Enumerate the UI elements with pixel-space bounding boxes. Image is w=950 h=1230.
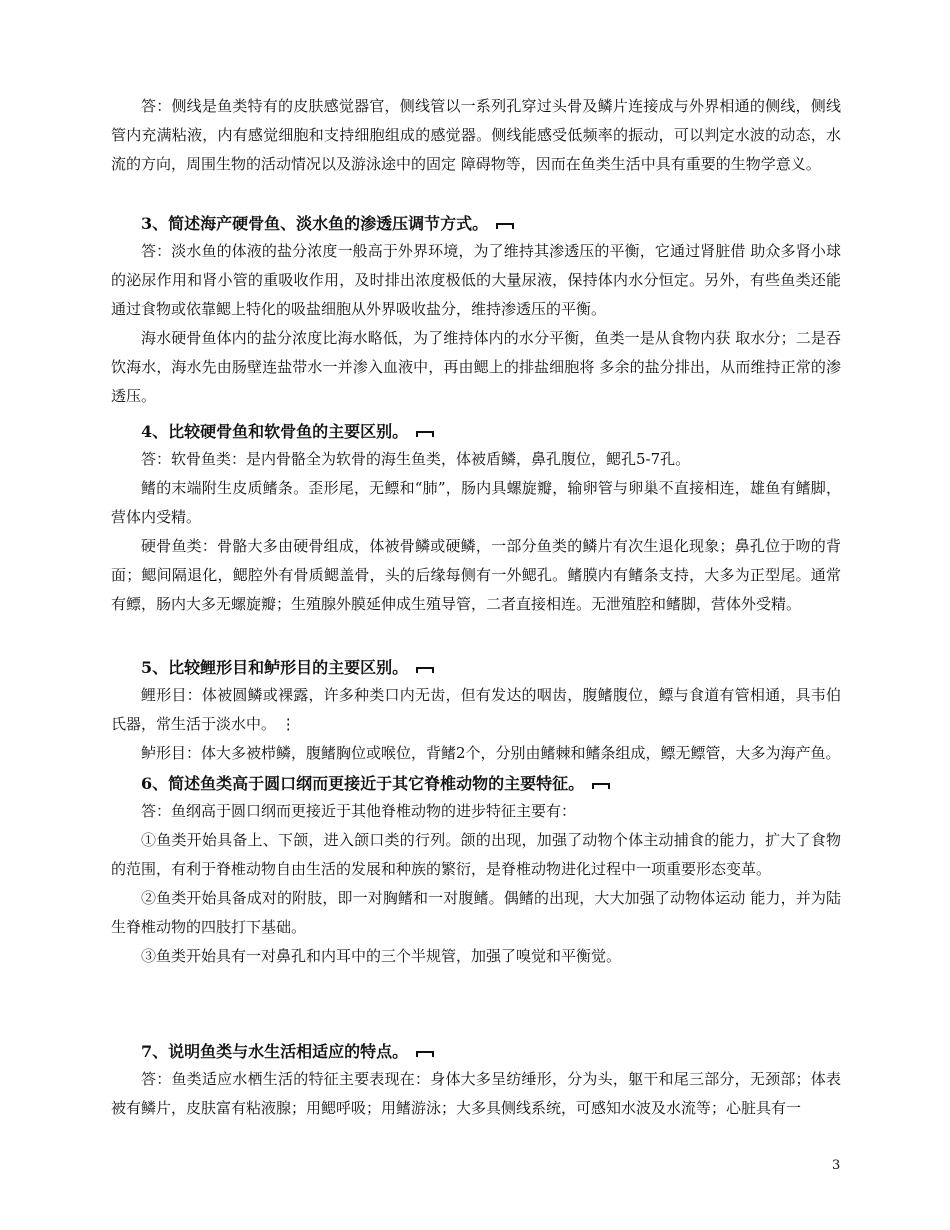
page-number: 3 bbox=[832, 1158, 841, 1173]
answer-paragraph-nostrils: ③鱼类开始具有一对鼻孔和内耳中的三个半规管，加强了嗅觉和平衡觉。 bbox=[141, 947, 622, 965]
answer-paragraph-fin-rays: 鳍的末端附生皮质鳍条。歪形尾，无鳔和“肺”，肠内具螺旋瓣，输卵管与卵巢不直接相连，雄鱼有鳍脚，营体内受精。 bbox=[111, 479, 841, 526]
question-heading-6: 6、简述鱼类高于圆口纲而更接近于其它脊椎动物的主要特征。 bbox=[141, 771, 610, 797]
question-heading-3: 3、简述海产硬骨鱼、淡水鱼的渗透压调节方式。 bbox=[141, 211, 514, 237]
question-heading-5: 5、比较鲤形目和鲈形目的主要区别。 bbox=[141, 655, 434, 681]
edit-mark-icon bbox=[416, 664, 434, 674]
answer-paragraph-perciformes: 鲈形目：体大多被栉鳞，腹鳍胸位或喉位，背鳍2个，分别由鳍棘和鳍条组成，鳔无鳔管，大多为海产鱼。 bbox=[141, 744, 841, 762]
question-heading-7: 7、说明鱼类与水生活相适应的特点。 bbox=[141, 1039, 434, 1065]
edit-mark-icon bbox=[416, 1048, 434, 1058]
answer-paragraph-intro: 答：鱼纲高于圆口纲而更接近于其他脊椎动物的进步特征主要有： bbox=[141, 802, 577, 820]
answer-paragraph-freshwater: 答：淡水鱼的体液的盐分浓度一般高于外界环境，为了维持其渗透压的平衡，它通过肾脏借 助众多肾小球的泌尿作用和肾小管的重吸收作用，及时排出浓度极低的大量尿液，保持体内水分恒定。另外，有些鱼类还能通过食物或依靠鳃上特化的吸盐细胞从外界吸收盐分，维持渗透压的平衡。 bbox=[111, 242, 841, 318]
answer-paragraph-lateral-line: 答：侧线是鱼类特有的皮肤感觉器官，侧线管以一系列孔穿过头骨及鳞片连接成与外界相通的侧线，侧线管内充满粘液，内有感觉细胞和支持细胞组成的感觉器。侧线能感受低频率的振动，可以判定水波的动态，水流的方向，周围生物的活动情况以及游泳途中的固定 障碍物等，因而在鱼类生活中具有重要的生物学意义。 bbox=[111, 97, 841, 173]
answer-paragraph-bony-fish: 硬骨鱼类：骨骼大多由硬骨组成，体被骨鳞或硬鳞，一部分鱼类的鳞片有次生退化现象；鼻孔位于吻的背面；鳃间隔退化，鳃腔外有骨质鳃盖骨，头的后缘每侧有一外鳃孔。鳍膜内有鳍条支持，大多为正型尾。通常有鳔，肠内大多无螺旋瓣；生殖腺外膜延伸成生殖导管，二者直接相连。无泄殖腔和鳍脚，营体外受精。 bbox=[111, 537, 841, 613]
edit-mark-icon bbox=[416, 428, 434, 438]
answer-paragraph-marine: 海水硬骨鱼体内的盐分浓度比海水略低，为了维持体内的水分平衡，鱼类一是从食物内获 取水分；二是吞饮海水，海水先由肠壁连盐带水一并渗入血液中，再由鳃上的排盐细胞将 多余的盐分排出，从而维持正常的渗透压。 bbox=[111, 329, 841, 405]
answer-paragraph-jaws: ①鱼类开始具备上、下颌，进入颌口类的行列。颌的出现，加强了动物个体主动捕食的能力，扩大了食物的范围，有利于脊椎动物自由生活的发展和种族的繁衍，是脊椎动物进化过程中一项重要形态变革。 bbox=[111, 831, 841, 878]
answer-paragraph-cypriniformes: 鲤形目：体被圆鳞或裸露，许多种类口内无齿，但有发达的咽齿，腹鳍腹位，鳔与食道有管相通，具韦伯氏器，常生活于淡水中。 ⋮ bbox=[111, 686, 841, 733]
answer-paragraph-paired-fins: ②鱼类开始具备成对的附肢，即一对胸鳍和一对腹鳍。偶鳍的出现，大大加强了动物体运动 能力，并为陆生脊椎动物的四肢打下基础。 bbox=[111, 889, 841, 936]
answer-paragraph-aquatic-adaptation: 答：鱼类适应水栖生活的特征主要表现在：身体大多呈纺缍形，分为头，躯干和尾三部分，无颈部；体表被有鳞片，皮肤富有粘液腺；用鳃呼吸；用鳍游泳；大多具侧线系统，可感知水波及水流等；心脏具有一 bbox=[111, 1070, 841, 1117]
answer-paragraph-cartilaginous: 答：软骨鱼类：是内骨骼全为软骨的海生鱼类，体被盾鳞，鼻孔腹位，鳃孔5-7孔。 bbox=[141, 450, 691, 468]
question-heading-4: 4、比较硬骨鱼和软骨鱼的主要区别。 bbox=[141, 419, 434, 445]
edit-mark-icon bbox=[592, 780, 610, 790]
edit-mark-icon bbox=[496, 220, 514, 230]
